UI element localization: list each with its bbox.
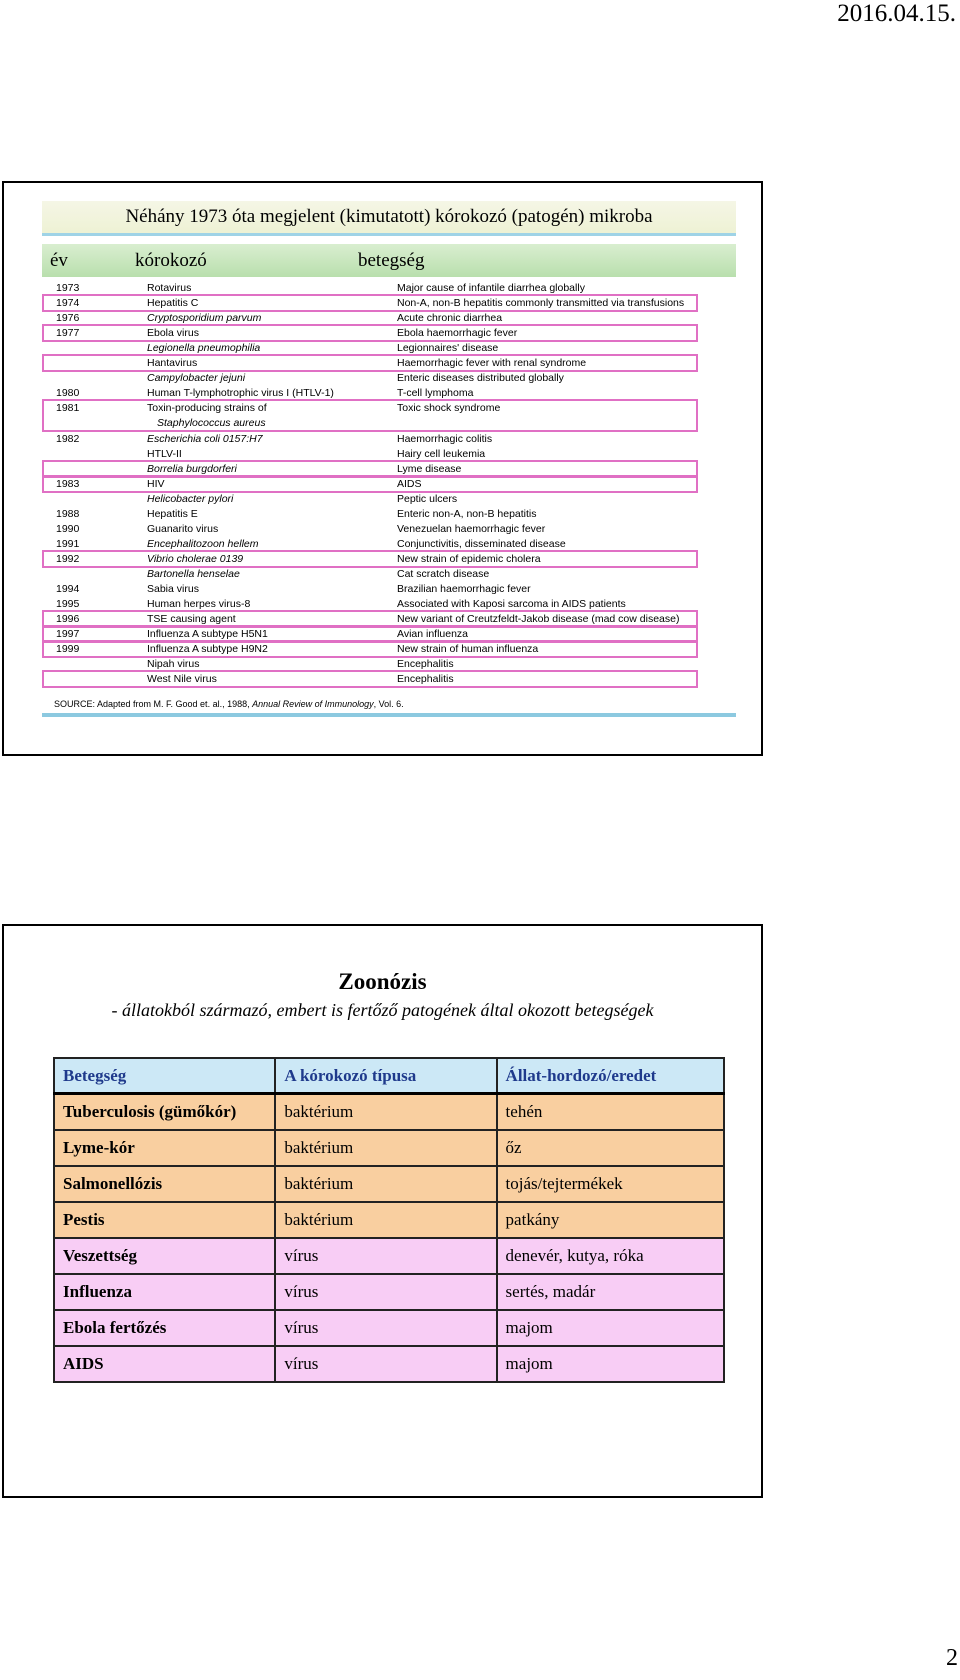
row-disease: Cat scratch disease bbox=[397, 567, 490, 580]
table-row bbox=[54, 1202, 724, 1238]
cell-pathogen-type: baktérium bbox=[275, 1130, 496, 1166]
row-disease: Non-A, non-B hepatitis commonly transmitted via transfusions bbox=[397, 297, 685, 310]
row-disease: AIDS bbox=[397, 477, 422, 490]
row-pathogen: Legionella pneumophilia bbox=[147, 342, 261, 355]
cell-disease: AIDS bbox=[54, 1346, 275, 1382]
cell-host: denevér, kutya, róka bbox=[497, 1238, 724, 1274]
row-pathogen: Sabia virus bbox=[147, 583, 199, 595]
row-pathogen: HIV bbox=[147, 477, 165, 490]
row-disease: Brazilian haemorrhagic fever bbox=[397, 583, 531, 595]
slide-title: Zoonózis bbox=[338, 969, 427, 994]
row-pathogen: Influenza A subtype H9N2 bbox=[147, 643, 268, 656]
row-pathogen: Hepatitis C bbox=[147, 297, 199, 310]
highlight-box bbox=[42, 294, 698, 312]
cell-disease: Ebola fertőzés bbox=[54, 1310, 275, 1346]
cell-host: tojás/tejtermékek bbox=[497, 1166, 724, 1202]
table-row bbox=[42, 522, 736, 537]
page-date: 2016.04.15. bbox=[837, 0, 956, 27]
row-pathogen: Hepatitis E bbox=[147, 507, 198, 520]
cell-pathogen-type: vírus bbox=[275, 1310, 496, 1346]
cell-pathogen-type: baktérium bbox=[275, 1202, 496, 1238]
row-disease: T-cell lymphoma bbox=[397, 387, 474, 400]
cell-host: majom bbox=[497, 1310, 724, 1346]
cell-disease: Veszettség bbox=[54, 1238, 275, 1274]
header-host: Állat-hordozó/eredet bbox=[497, 1058, 724, 1094]
row-year: 1997 bbox=[56, 628, 80, 641]
row-year: 1988 bbox=[56, 507, 80, 520]
cell-pathogen-type: baktérium bbox=[275, 1166, 496, 1202]
row-year: 1991 bbox=[56, 537, 80, 550]
row-pathogen: HTLV-II bbox=[147, 447, 182, 460]
row-disease: Encephalitis bbox=[397, 673, 454, 686]
row-year: 1995 bbox=[56, 598, 80, 611]
row-pathogen: West Nile virus bbox=[147, 673, 217, 686]
row-year: 1976 bbox=[56, 312, 80, 325]
row-pathogen: Staphylococcus aureus bbox=[157, 417, 266, 430]
highlight-box bbox=[42, 670, 698, 688]
row-disease: Encephalitis bbox=[397, 658, 454, 671]
row-pathogen: Guanarito virus bbox=[147, 522, 219, 535]
row-pathogen: Toxin-producing strains of bbox=[147, 402, 267, 415]
slide-subtitle bbox=[4, 1000, 761, 1021]
row-disease: Legionnaires' disease bbox=[397, 342, 499, 355]
highlight-box bbox=[42, 324, 698, 342]
title-stripe bbox=[42, 233, 736, 236]
cell-pathogen-type: vírus bbox=[275, 1346, 496, 1382]
row-year: 1994 bbox=[56, 583, 80, 595]
page-number: 2 bbox=[946, 1645, 958, 1671]
table-row bbox=[54, 1130, 724, 1166]
row-year: 1974 bbox=[56, 297, 80, 310]
cell-host: sertés, madár bbox=[497, 1274, 724, 1310]
row-pathogen: Nipah virus bbox=[147, 658, 200, 671]
header-disease: Betegség bbox=[54, 1058, 275, 1094]
row-pathogen: Bartonella henselae bbox=[147, 567, 240, 580]
table-row bbox=[42, 371, 736, 386]
row-year: 1981 bbox=[56, 402, 80, 415]
table-row bbox=[42, 432, 736, 447]
row-disease: New strain of human influenza bbox=[397, 643, 539, 656]
cell-disease: Salmonellózis bbox=[54, 1166, 275, 1202]
row-pathogen: Campylobacter jejuni bbox=[147, 372, 246, 385]
column-header-bar bbox=[42, 244, 736, 277]
column-header-pathogen: kórokozó bbox=[135, 250, 207, 271]
highlight-box bbox=[42, 640, 698, 658]
highlight-box bbox=[42, 399, 698, 432]
row-pathogen: Human T-lymphotrophic virus I (HTLV-1) bbox=[147, 387, 334, 400]
table-row bbox=[54, 1346, 724, 1382]
cell-host: majom bbox=[497, 1346, 724, 1382]
row-year: 1982 bbox=[56, 432, 80, 445]
table-row bbox=[54, 1094, 724, 1131]
row-year: 1999 bbox=[56, 643, 80, 656]
row-year: 1990 bbox=[56, 522, 80, 535]
row-pathogen: Influenza A subtype H5N1 bbox=[147, 628, 268, 641]
source-suffix: , Vol. 6. bbox=[373, 699, 404, 709]
row-pathogen: Human herpes virus-8 bbox=[147, 598, 251, 611]
row-disease: Major cause of infantile diarrhea globally bbox=[397, 282, 585, 294]
row-pathogen: Ebola virus bbox=[147, 327, 199, 340]
slide-title bbox=[42, 201, 736, 236]
highlight-box bbox=[42, 550, 698, 568]
row-disease: Avian influenza bbox=[397, 628, 469, 641]
row-disease: Peptic ulcers bbox=[397, 492, 458, 505]
subtitle-text: állatokból származó, embert is fertőző patogének által okozott betegségek bbox=[122, 1000, 654, 1020]
column-header-year: év bbox=[50, 250, 68, 271]
row-year: 1992 bbox=[56, 552, 80, 565]
slide-title-text: Néhány 1973 óta megjelent (kimutatott) kórokozó (patogén) mikroba bbox=[125, 206, 653, 227]
column-header-disease: betegség bbox=[358, 250, 425, 271]
row-year: 1996 bbox=[56, 613, 80, 626]
slide-zoonosis bbox=[2, 924, 763, 1498]
zoonosis-table bbox=[53, 1057, 725, 1383]
row-disease: Haemorrhagic fever with renal syndrome bbox=[397, 357, 587, 370]
table-row bbox=[42, 507, 736, 522]
cell-pathogen-type: baktérium bbox=[275, 1094, 496, 1131]
source-note bbox=[54, 699, 404, 709]
row-year: 1973 bbox=[56, 282, 80, 294]
source-journal: Annual Review of Immunology bbox=[252, 699, 374, 709]
row-year: 1983 bbox=[56, 477, 80, 490]
row-pathogen: Helicobacter pylori bbox=[147, 492, 234, 505]
row-disease: Venezuelan haemorrhagic fever bbox=[397, 522, 546, 535]
cell-host: tehén bbox=[497, 1094, 724, 1131]
table-header-row bbox=[54, 1058, 724, 1094]
row-disease: Conjunctivitis, disseminated disease bbox=[397, 537, 566, 550]
cell-disease: Lyme-kór bbox=[54, 1130, 275, 1166]
cell-host: patkány bbox=[497, 1202, 724, 1238]
pathogen-table bbox=[42, 281, 736, 701]
row-disease: Enteric diseases distributed globally bbox=[397, 372, 564, 385]
row-disease: New variant of Creutzfeldt-Jakob disease (mad cow disease) bbox=[397, 613, 680, 626]
row-pathogen: Escherichia coli 0157:H7 bbox=[147, 432, 263, 445]
row-pathogen: Hantavirus bbox=[147, 357, 198, 370]
table-row bbox=[54, 1274, 724, 1310]
row-disease: Lyme disease bbox=[397, 462, 462, 475]
header-pathogen-type: A kórokozó típusa bbox=[275, 1058, 496, 1094]
row-pathogen: Cryptosporidium parvum bbox=[147, 312, 262, 325]
row-disease: Hairy cell leukemia bbox=[397, 447, 486, 460]
cell-pathogen-type: vírus bbox=[275, 1274, 496, 1310]
row-disease: New strain of epidemic cholera bbox=[397, 552, 541, 565]
row-disease: Acute chronic diarrhea bbox=[397, 312, 503, 325]
table-row bbox=[54, 1310, 724, 1346]
subtitle-prefix: - bbox=[111, 1000, 123, 1020]
table-row bbox=[42, 567, 736, 582]
row-disease: Ebola haemorrhagic fever bbox=[397, 327, 518, 340]
highlight-box bbox=[42, 475, 698, 493]
bottom-rule bbox=[42, 713, 736, 717]
table-row bbox=[42, 492, 736, 507]
table-row bbox=[54, 1166, 724, 1202]
row-year: 1980 bbox=[56, 387, 80, 400]
cell-disease: Influenza bbox=[54, 1274, 275, 1310]
row-disease: Associated with Kaposi sarcoma in AIDS patients bbox=[397, 598, 626, 611]
highlight-box bbox=[42, 354, 698, 372]
row-pathogen: Rotavirus bbox=[147, 282, 192, 294]
source-prefix: SOURCE: Adapted from M. F. Good et. al., 1988, bbox=[54, 699, 253, 709]
row-pathogen: TSE causing agent bbox=[147, 613, 236, 626]
row-disease: Toxic shock syndrome bbox=[397, 402, 501, 415]
cell-disease: Tuberculosis (gümőkór) bbox=[54, 1094, 275, 1131]
row-disease: Haemorrhagic colitis bbox=[397, 432, 493, 445]
row-pathogen: Borrelia burgdorferi bbox=[147, 462, 237, 475]
table-row bbox=[54, 1238, 724, 1274]
row-pathogen: Vibrio cholerae 0139 bbox=[147, 552, 244, 565]
cell-host: őz bbox=[497, 1130, 724, 1166]
row-disease: Enteric non-A, non-B hepatitis bbox=[397, 507, 537, 520]
table-row bbox=[42, 582, 736, 597]
slide-emerging-pathogens bbox=[2, 181, 763, 756]
row-year: 1977 bbox=[56, 327, 80, 340]
cell-pathogen-type: vírus bbox=[275, 1238, 496, 1274]
row-pathogen: Encephalitozoon hellem bbox=[147, 537, 259, 550]
cell-disease: Pestis bbox=[54, 1202, 275, 1238]
